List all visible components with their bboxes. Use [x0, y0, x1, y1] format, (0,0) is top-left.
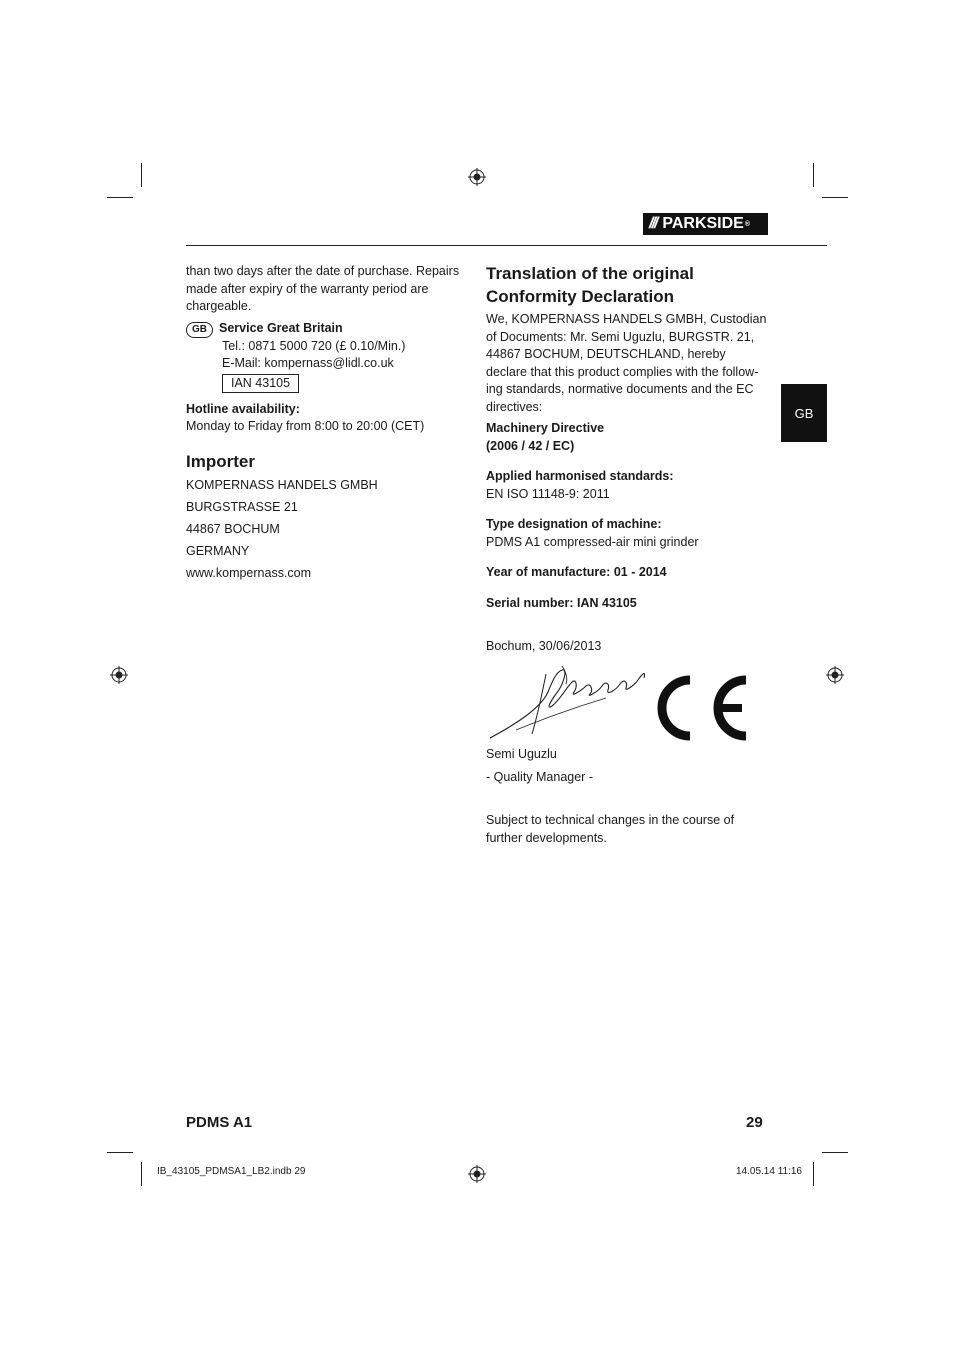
warranty-text: [186, 263, 466, 316]
type-title: Type designation of machine:: [486, 517, 662, 531]
crop-mark: [822, 1152, 848, 1153]
intro-line: declare that this product complies with the follow-: [486, 364, 759, 379]
crop-mark: [813, 1162, 814, 1186]
print-slug-file: IB_43105_PDMSA1_LB2.indb 29: [157, 1166, 306, 1177]
technical-changes-note: [486, 812, 771, 847]
logo-registered-mark: ®: [744, 220, 751, 228]
right-column: [486, 262, 771, 656]
model-name: PDMS A1: [186, 1114, 253, 1131]
logo-text: PARKSIDE: [662, 215, 744, 232]
crop-mark: [822, 197, 848, 198]
service-tel: Tel.: 0871 5000 720 (£ 0.10/Min.): [222, 338, 406, 353]
declaration-intro: [486, 311, 771, 416]
header-rule: [186, 245, 827, 246]
crop-mark: [107, 197, 133, 198]
standards-title: Applied harmonised standards:: [486, 469, 674, 483]
note-line: Subject to technical changes in the course of: [486, 813, 735, 827]
left-column: [186, 263, 466, 584]
print-slug-datetime: 14.05.14 11:16: [736, 1166, 802, 1177]
service-title: Service Great Britain: [219, 320, 343, 335]
type-value: PDMS A1 compressed-air mini grinder: [486, 534, 699, 549]
intro-line: 44867 BOCHUM, DEUTSCHLAND, hereby: [486, 347, 726, 361]
declaration-heading-line: Translation of the original: [486, 264, 694, 283]
importer-line: BURGSTRASSE 21: [186, 499, 298, 514]
intro-line: directives:: [486, 399, 543, 414]
directive-line: (2006 / 42 / EC): [486, 438, 575, 453]
importer-line: GERMANY: [186, 543, 250, 558]
intro-line: ing standards, normative documents and the EC: [486, 382, 754, 396]
intro-line: We, KOMPERNASS HANDELS GMBH, Custodian: [486, 312, 767, 326]
declaration-heading: [486, 262, 771, 308]
warranty-line: chargeable.: [186, 299, 252, 313]
directive-line: Machinery Directive: [486, 421, 605, 435]
registration-mark-icon: [110, 666, 128, 684]
importer-website-link[interactable]: www.kompernass.com: [186, 565, 312, 580]
year-of-manufacture: Year of manufacture: 01 - 2014: [486, 565, 667, 579]
ian-box: IAN 43105: [222, 374, 299, 393]
importer-address: [186, 474, 466, 584]
parkside-logo: [643, 213, 768, 235]
signer-block: [486, 746, 771, 847]
directive-title: [486, 420, 771, 455]
intro-line: of Documents: Mr. Semi Uguzlu, BURGSTR. 21,: [486, 329, 755, 344]
crop-mark: [141, 1162, 142, 1186]
warranty-line: made after expiry of the warranty period are: [186, 281, 429, 296]
crop-mark: [141, 163, 142, 187]
language-tab-label: GB: [794, 405, 814, 421]
signer-role: - Quality Manager -: [486, 769, 593, 784]
service-block: [186, 320, 466, 393]
crop-mark: [107, 1152, 133, 1153]
registration-mark-icon: [826, 666, 844, 684]
declaration-heading-line: Conformity Declaration: [486, 287, 674, 306]
hotline-title: Hotline availability:: [186, 401, 300, 416]
page-number: 29: [746, 1114, 763, 1131]
registration-mark-icon: [468, 1165, 486, 1183]
service-email: E-Mail: kompernass@lidl.co.uk: [222, 356, 394, 370]
importer-line: 44867 BOCHUM: [186, 521, 280, 536]
registration-mark-icon: [468, 168, 486, 186]
language-tab-gb: [781, 384, 827, 442]
country-badge: GB: [186, 322, 213, 338]
ce-mark-icon: [656, 674, 752, 742]
logo-slashes: ///: [649, 215, 657, 232]
place-date: Bochum, 30/06/2013: [486, 639, 602, 653]
signer-name: Semi Uguzlu: [486, 747, 557, 761]
hotline-hours: Monday to Friday from 8:00 to 20:00 (CET): [186, 419, 425, 433]
warranty-line: than two days after the date of purchase. Repairs: [186, 264, 460, 278]
signature-icon: [486, 664, 650, 744]
note-line: further developments.: [486, 830, 607, 845]
standards-value: EN ISO 11148-9: 2011: [486, 486, 610, 501]
importer-line: KOMPERNASS HANDELS GMBH: [186, 477, 378, 492]
serial-number: Serial number: IAN 43105: [486, 595, 637, 610]
crop-mark: [813, 163, 814, 187]
importer-heading: Importer: [186, 451, 255, 471]
